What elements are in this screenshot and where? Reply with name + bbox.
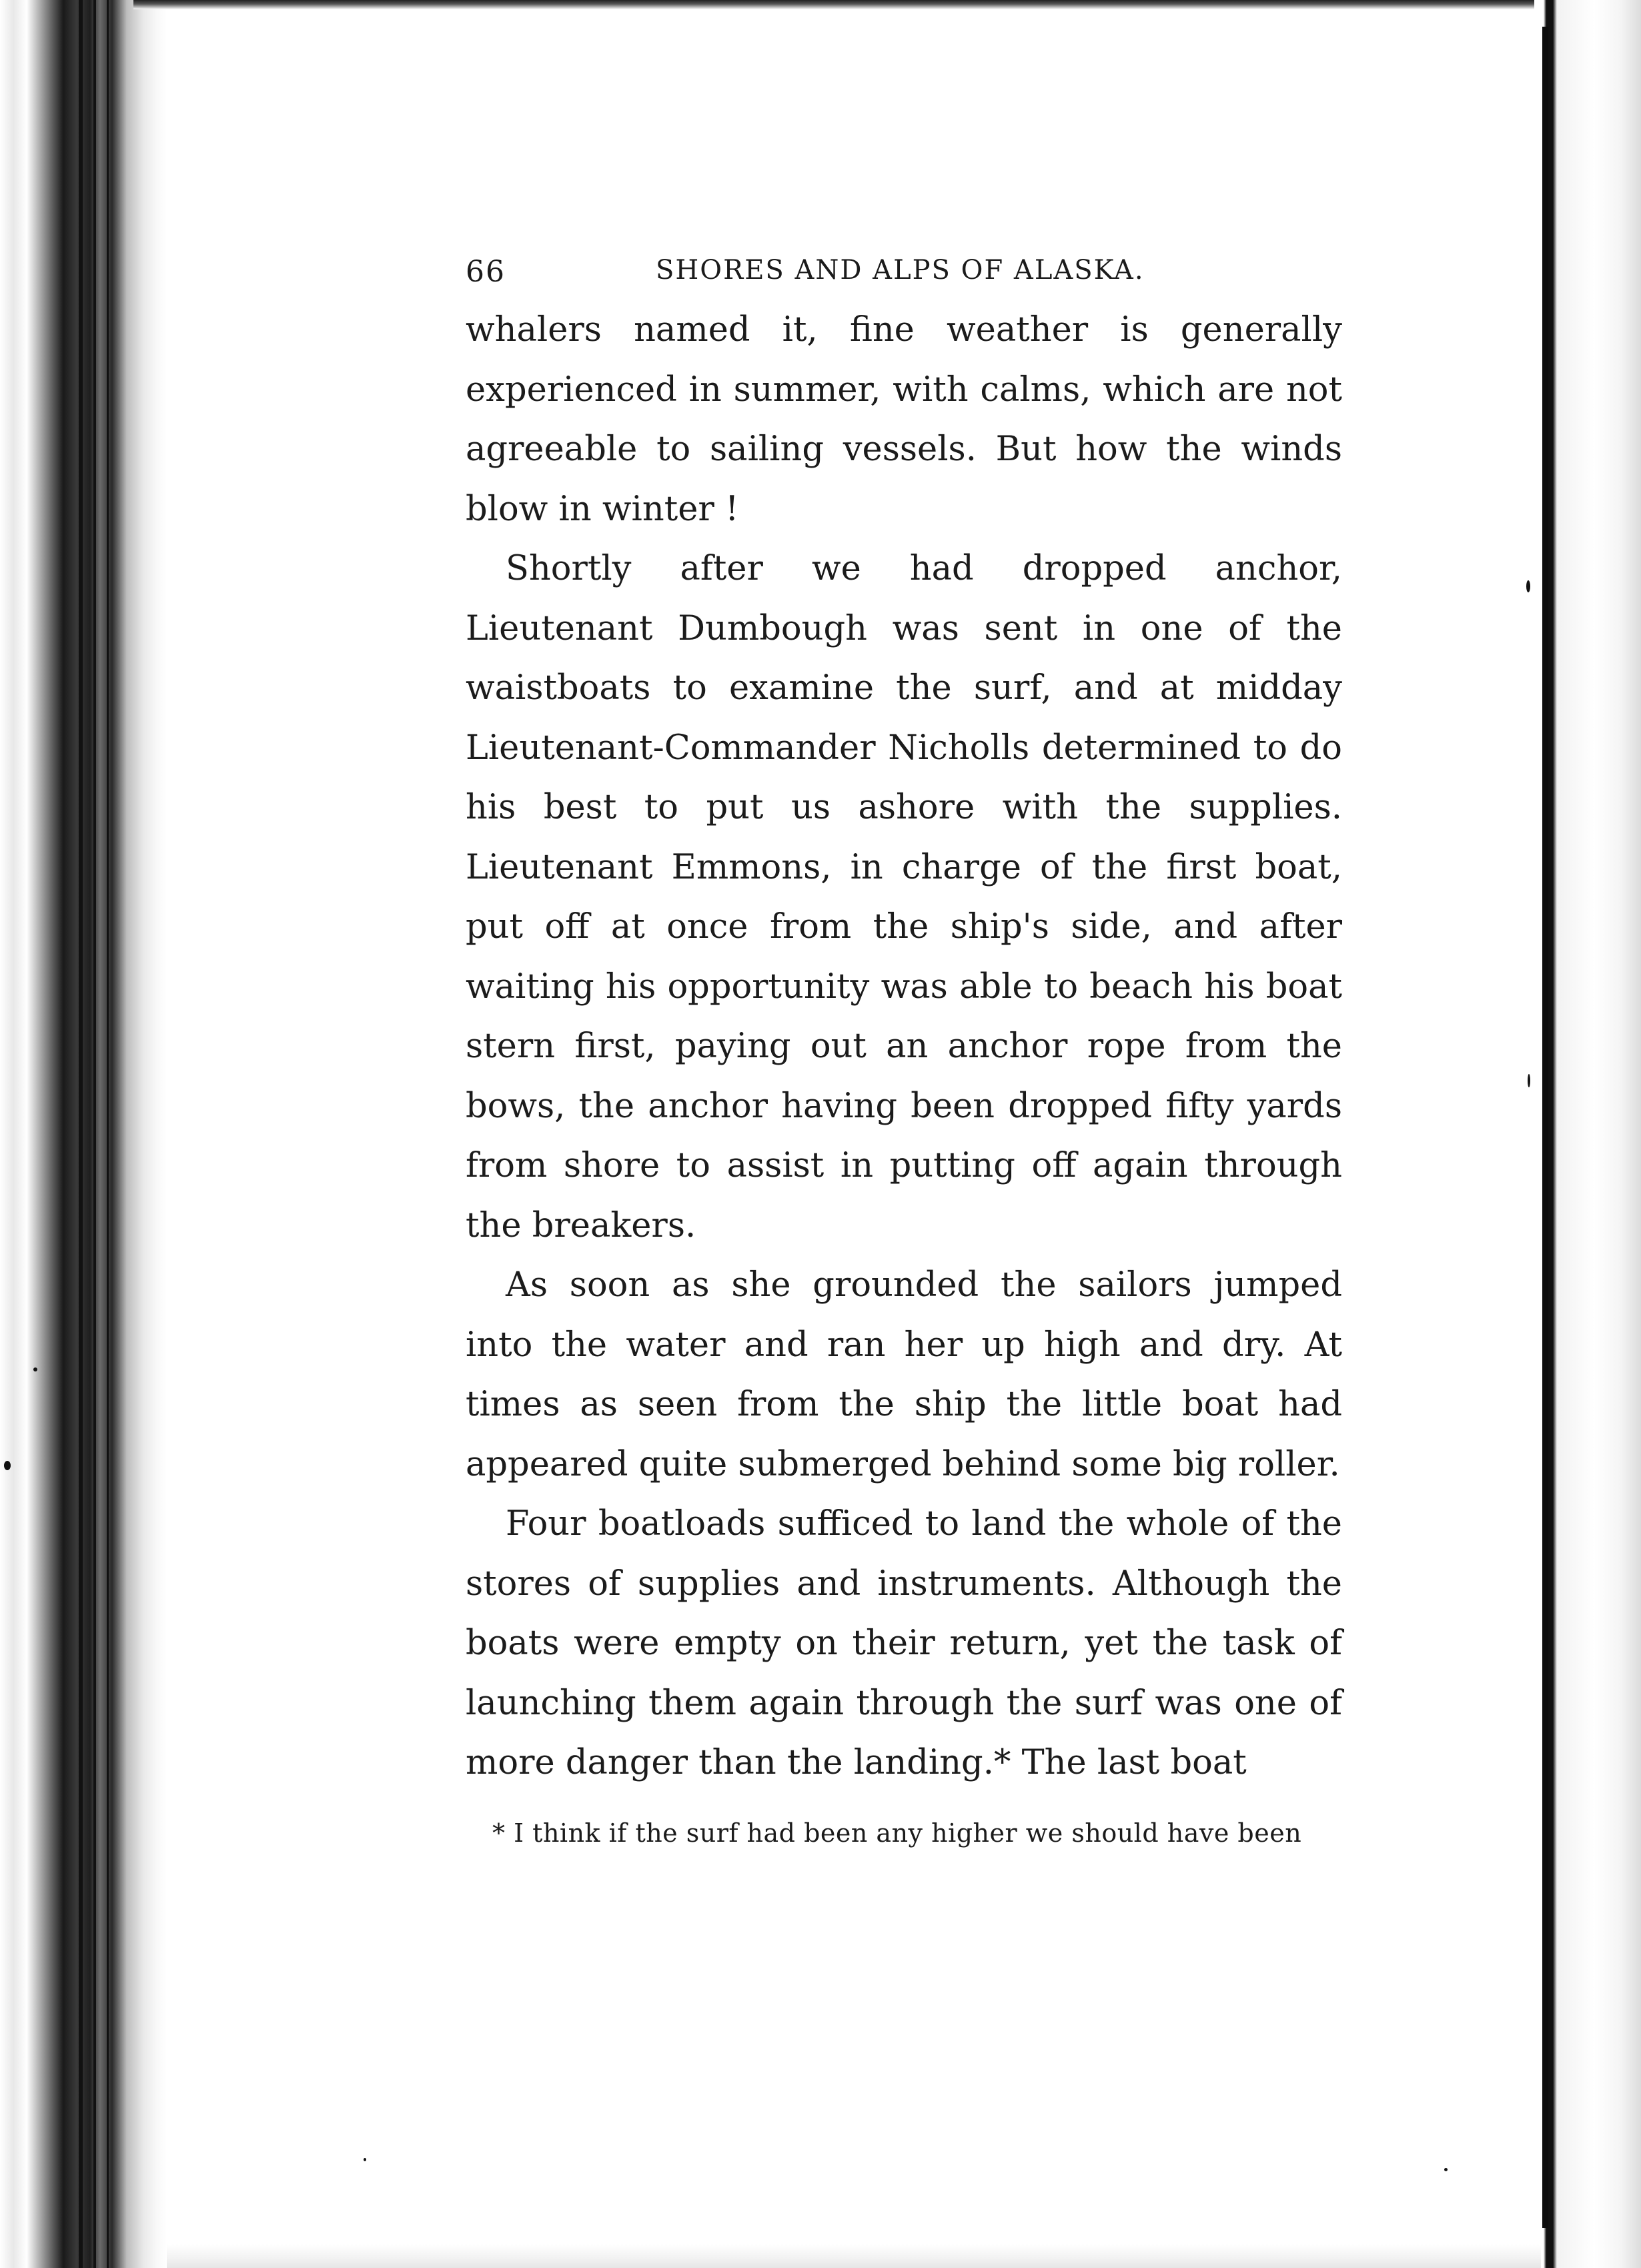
paragraph: whalers named it, fine weather is generally experienced in summer, with calms, which are not agreeable to sailing vessels. But how the winds blow in winter ! [466,310,1342,529]
paragraph: Shortly after we had dropped anchor, Lieutenant Dumbough was sent in one of the waistboats to examine the surf, and at midday Lieutenant-Commander Nicholls determined to do his best to put us ashore with the supplies. Lieutenant Emmons, in charge of the first boat, put off at once from the ship's side, and after waiting his opportunity was able to beach his boat stern first, paying out an anchor rope from the bows, the anchor having been dropped fifty yards from shore to assist in putting off again through the breakers. [466,549,1342,1245]
paragraph: Four boatloads sufficed to land the whole of the stores of supplies and instruments. Although the boats were empty on their return, yet the task of launching them again through the surf was one of more danger than the landing.* The last boat [466,1504,1342,1782]
scan-speck [33,1367,37,1371]
running-title: SHORES AND ALPS OF ALASKA. [656,255,1145,286]
scan-speck [1528,1074,1530,1087]
scan-speck [4,1461,11,1470]
scan-speck [1444,2168,1448,2171]
next-page-edge [1534,0,1641,2268]
binding-shadow [0,0,167,2268]
page-content [466,240,1342,1853]
bottom-edge-shadow [167,2244,1541,2268]
binding-line [93,0,96,2268]
footnote: * I think if the surf had been any higher we should have been [492,1818,1302,1848]
scan-speck [364,2158,366,2161]
binding-line [107,0,109,2268]
running-head [466,240,1342,300]
body-text [466,300,1342,1793]
top-edge-shadow [133,0,1534,9]
scan-speck [1526,580,1530,592]
page-edge-rule [1542,27,1548,2228]
page-number: 66 [466,255,506,289]
binding-line [79,0,83,2268]
paragraph: As soon as she grounded the sailors jumped into the water and ran her up high and dry. At times as seen from the ship the little boat had appeared quite submerged behind some big roller. [466,1265,1342,1484]
